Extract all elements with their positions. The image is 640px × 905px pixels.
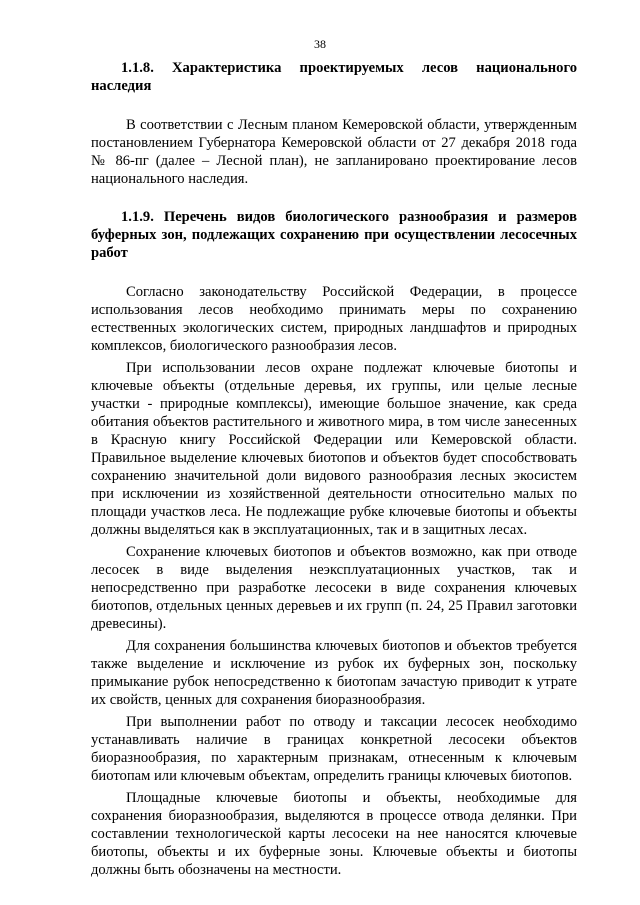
paragraph: В соответствии с Лесным планом Кемеровской области, утвержденным постановлением Губернатора Кемеровской области от 27 декабря 2018 года № 86-пг (далее – Лесной план), не запланировано проектирование лесов национального наследия.	[91, 117, 577, 187]
page-content	[91, 59, 577, 879]
section-heading-1-1-9: 1.1.9. Перечень видов биологического разнообразия и размеров буферных зон, подлежащих сохранению при осуществлении лесосечных работ	[91, 209, 577, 261]
paragraph: Для сохранения большинства ключевых биотопов и объектов требуется также выделение и исключение из рубок их буферных зон, поскольку примыкание рубок непосредственно к биотопам зачастую приводит к утрате их свойств, ценных для сохранения биоразнообразия.	[91, 638, 577, 708]
paragraph: При выполнении работ по отводу и таксации лесосек необходимо устанавливать наличие в границах конкретной лесосеки объектов биоразнообразия, по характерным признакам, отнесенным к ключевым биотопам или ключевым объектам, определить границы ключевых биотопов.	[91, 714, 577, 784]
paragraph: Сохранение ключевых биотопов и объектов возможно, как при отводе лесосек в виде выделения неэксплуатационных участков, так и непосредственно при разработке лесосеки в виде сохранения ключевых биотопов, отдельных ценных деревьев и их групп (п. 24, 25 Правил заготовки древесины).	[91, 544, 577, 632]
paragraph: Согласно законодательству Российской Федерации, в процессе использования лесов необходимо принимать меры по сохранению естественных экологических систем, природных ландшафтов и природных комплексов, биологического разнообразия лесов.	[91, 284, 577, 354]
paragraph: Площадные ключевые биотопы и объекты, необходимые для сохранения биоразнообразия, выделяются в процессе отвода делянки. При составлении технологической карты лесосеки на нее наносятся ключевые биотопы, объекты и их буферные зоны. Ключевые объекты и биотопы должны быть обозначены на местности.	[91, 790, 577, 878]
paragraph: При использовании лесов охране подлежат ключевые биотопы и ключевые объекты (отдельные деревья, их группы, или целые лесные участки - природные комплексы), имеющие большое значение, как среда обитания объектов растительного и животного мира, в том числе занесенных в Красную книгу Российской Федерации или Кемеровской области. Правильное выделение ключевых биотопов и объектов будет способствовать сохранению значительной доли видового разнообразия лесных экосистем при исключении из хозяйственной деятельности относительно малых по площади участков леса. Не подлежащие рубке ключевые биотопы и объекты должны выделяться как в эксплуатационных, так и в защитных лесах.	[91, 360, 577, 538]
page-number: 38	[314, 37, 326, 51]
section-heading-1-1-8: 1.1.8. Характеристика проектируемых лесов национального наследия	[91, 60, 577, 94]
